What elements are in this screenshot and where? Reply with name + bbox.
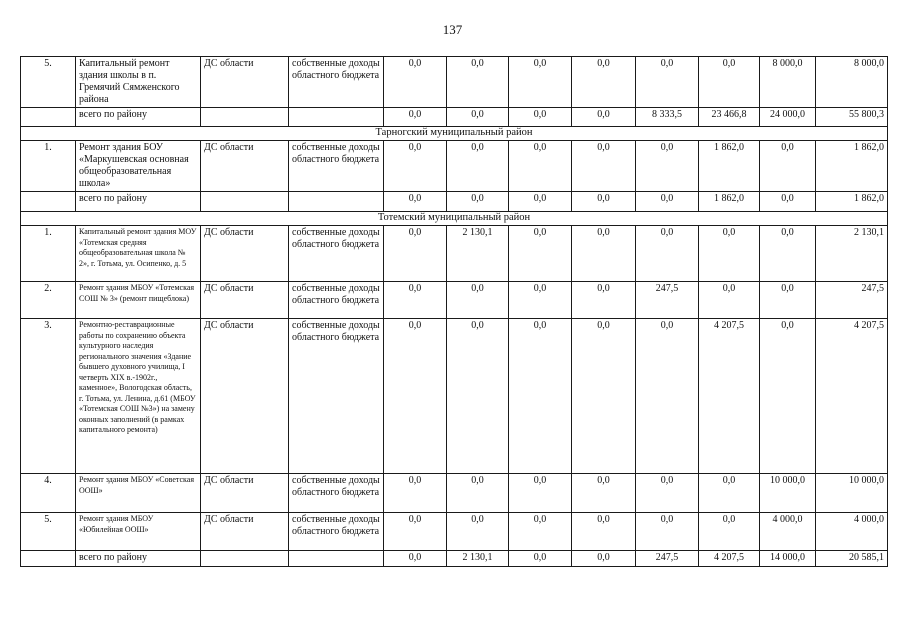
value-cell: 8 333,5 (636, 108, 699, 127)
row-number: 4. (21, 474, 76, 513)
district-total-row (21, 108, 888, 127)
value-cell: 4 000,0 (760, 513, 816, 551)
value-cell: 0,0 (509, 226, 572, 282)
row-number: 3. (21, 319, 76, 474)
object-name: Ремонт здания МБОУ «Юбилейная ООШ» (76, 513, 201, 551)
value-cell: 0,0 (636, 474, 699, 513)
value-cell: 0,0 (699, 282, 760, 319)
value-cell: 4 000,0 (816, 513, 888, 551)
value-cell: 2 130,1 (447, 551, 509, 567)
value-cell: 1 862,0 (816, 192, 888, 212)
district-header-row (21, 212, 888, 226)
value-cell: 1 862,0 (699, 141, 760, 192)
value-cell: 23 466,8 (699, 108, 760, 127)
value-cell: 0,0 (384, 282, 447, 319)
funding-cell: собственные доходы областного бюджета (289, 319, 384, 474)
value-cell: 4 207,5 (699, 551, 760, 567)
funding-cell: собственные доходы областного бюджета (289, 141, 384, 192)
row-number: 5. (21, 513, 76, 551)
value-cell: 0,0 (447, 474, 509, 513)
value-cell: 0,0 (760, 141, 816, 192)
value-cell: 0,0 (572, 551, 636, 567)
value-cell: 0,0 (636, 319, 699, 474)
table-row (21, 513, 888, 551)
table-row (21, 226, 888, 282)
value-cell: 0,0 (572, 141, 636, 192)
value-cell: 0,0 (699, 226, 760, 282)
value-cell: 0,0 (636, 192, 699, 212)
value-cell: 0,0 (572, 226, 636, 282)
value-cell: 247,5 (816, 282, 888, 319)
value-cell: 0,0 (384, 551, 447, 567)
total-label: всего по району (76, 551, 201, 567)
value-cell: 2 130,1 (447, 226, 509, 282)
value-cell: 0,0 (572, 319, 636, 474)
value-cell: 8 000,0 (760, 57, 816, 108)
value-cell: 0,0 (572, 57, 636, 108)
source-cell: ДС области (201, 226, 289, 282)
table-row (21, 319, 888, 474)
value-cell: 247,5 (636, 282, 699, 319)
table-body (21, 57, 888, 567)
funding-cell: собственные доходы областного бюджета (289, 282, 384, 319)
value-cell: 0,0 (509, 474, 572, 513)
value-cell: 0,0 (447, 57, 509, 108)
value-cell: 0,0 (636, 57, 699, 108)
value-cell: 1 862,0 (816, 141, 888, 192)
value-cell: 0,0 (447, 282, 509, 319)
value-cell: 0,0 (760, 282, 816, 319)
value-cell: 0,0 (384, 513, 447, 551)
value-cell: 4 207,5 (816, 319, 888, 474)
district-title: Тотемский муниципальный район (21, 212, 888, 226)
value-cell: 0,0 (636, 141, 699, 192)
value-cell: 0,0 (699, 513, 760, 551)
total-label: всего по району (76, 192, 201, 212)
value-cell: 0,0 (699, 474, 760, 513)
value-cell: 2 130,1 (816, 226, 888, 282)
value-cell: 0,0 (447, 192, 509, 212)
value-cell: 0,0 (699, 57, 760, 108)
value-cell: 0,0 (384, 474, 447, 513)
value-cell: 0,0 (572, 513, 636, 551)
table-row (21, 141, 888, 192)
value-cell: 0,0 (509, 57, 572, 108)
page-number: 137 (442, 22, 463, 37)
funding-cell: собственные доходы областного бюджета (289, 226, 384, 282)
row-number: 5. (21, 57, 76, 108)
object-name: Капитальный ремонт здания МОУ «Тотемская средняя общеобразовательная школа № 2», г. Тотьма, ул. Осипенко, д. 5 (76, 226, 201, 282)
value-cell: 0,0 (447, 141, 509, 192)
funding-cell: собственные доходы областного бюджета (289, 513, 384, 551)
total-label: всего по району (76, 108, 201, 127)
value-cell: 0,0 (509, 141, 572, 192)
row-number: 1. (21, 226, 76, 282)
value-cell: 0,0 (509, 108, 572, 127)
value-cell: 24 000,0 (760, 108, 816, 127)
funding-cell: собственные доходы областного бюджета (289, 474, 384, 513)
value-cell: 8 000,0 (816, 57, 888, 108)
value-cell: 0,0 (509, 192, 572, 212)
table-row (21, 282, 888, 319)
district-title: Тарногский муниципальный район (21, 127, 888, 141)
budget-table (20, 56, 888, 567)
value-cell: 0,0 (509, 551, 572, 567)
value-cell: 0,0 (760, 192, 816, 212)
funding-cell: собственные доходы областного бюджета (289, 57, 384, 108)
district-total-row (21, 551, 888, 567)
object-name: Ремонт здания МБОУ «Советская ООШ» (76, 474, 201, 513)
value-cell: 0,0 (760, 319, 816, 474)
value-cell: 0,0 (572, 108, 636, 127)
value-cell: 10 000,0 (760, 474, 816, 513)
value-cell: 55 800,3 (816, 108, 888, 127)
source-cell: ДС области (201, 513, 289, 551)
source-cell: ДС области (201, 282, 289, 319)
object-name: Ремонт здания БОУ «Маркушевская основная общеобразовательная школа» (76, 141, 201, 192)
table-row (21, 57, 888, 108)
row-number: 1. (21, 141, 76, 192)
source-cell: ДС области (201, 57, 289, 108)
object-name: Капитальный ремонт здания школы в п. Гремячий Сямженского района (76, 57, 201, 108)
source-cell: ДС области (201, 474, 289, 513)
value-cell: 0,0 (636, 513, 699, 551)
row-number: 2. (21, 282, 76, 319)
value-cell: 0,0 (509, 282, 572, 319)
value-cell: 0,0 (447, 513, 509, 551)
value-cell: 247,5 (636, 551, 699, 567)
value-cell: 1 862,0 (699, 192, 760, 212)
district-total-row (21, 192, 888, 212)
value-cell: 0,0 (509, 513, 572, 551)
value-cell: 20 585,1 (816, 551, 888, 567)
value-cell: 10 000,0 (816, 474, 888, 513)
value-cell: 0,0 (447, 319, 509, 474)
value-cell: 0,0 (384, 108, 447, 127)
district-header-row (21, 127, 888, 141)
value-cell: 14 000,0 (760, 551, 816, 567)
value-cell: 0,0 (572, 282, 636, 319)
value-cell: 0,0 (572, 192, 636, 212)
value-cell: 0,0 (636, 226, 699, 282)
value-cell: 0,0 (384, 141, 447, 192)
object-name: Ремонтно-реставрационные работы по сохранению объекта культурного наследия регионального значения «Здание бывшего духовного училища, I четверть XIX в.-1902г., каменное», Вологодская область, г. Тотьма, ул. Ленина, д.61 (МБОУ «Тотемская СОШ №3») на замену оконных заполнений (в рамках капитального ремонта) (76, 319, 201, 474)
value-cell: 4 207,5 (699, 319, 760, 474)
source-cell: ДС области (201, 141, 289, 192)
value-cell: 0,0 (384, 319, 447, 474)
value-cell: 0,0 (384, 192, 447, 212)
value-cell: 0,0 (572, 474, 636, 513)
value-cell: 0,0 (760, 226, 816, 282)
source-cell: ДС области (201, 319, 289, 474)
object-name: Ремонт здания МБОУ «Тотемская СОШ № 3» (ремонт пищеблока) (76, 282, 201, 319)
value-cell: 0,0 (509, 319, 572, 474)
value-cell: 0,0 (384, 226, 447, 282)
table-row (21, 474, 888, 513)
value-cell: 0,0 (447, 108, 509, 127)
value-cell: 0,0 (384, 57, 447, 108)
